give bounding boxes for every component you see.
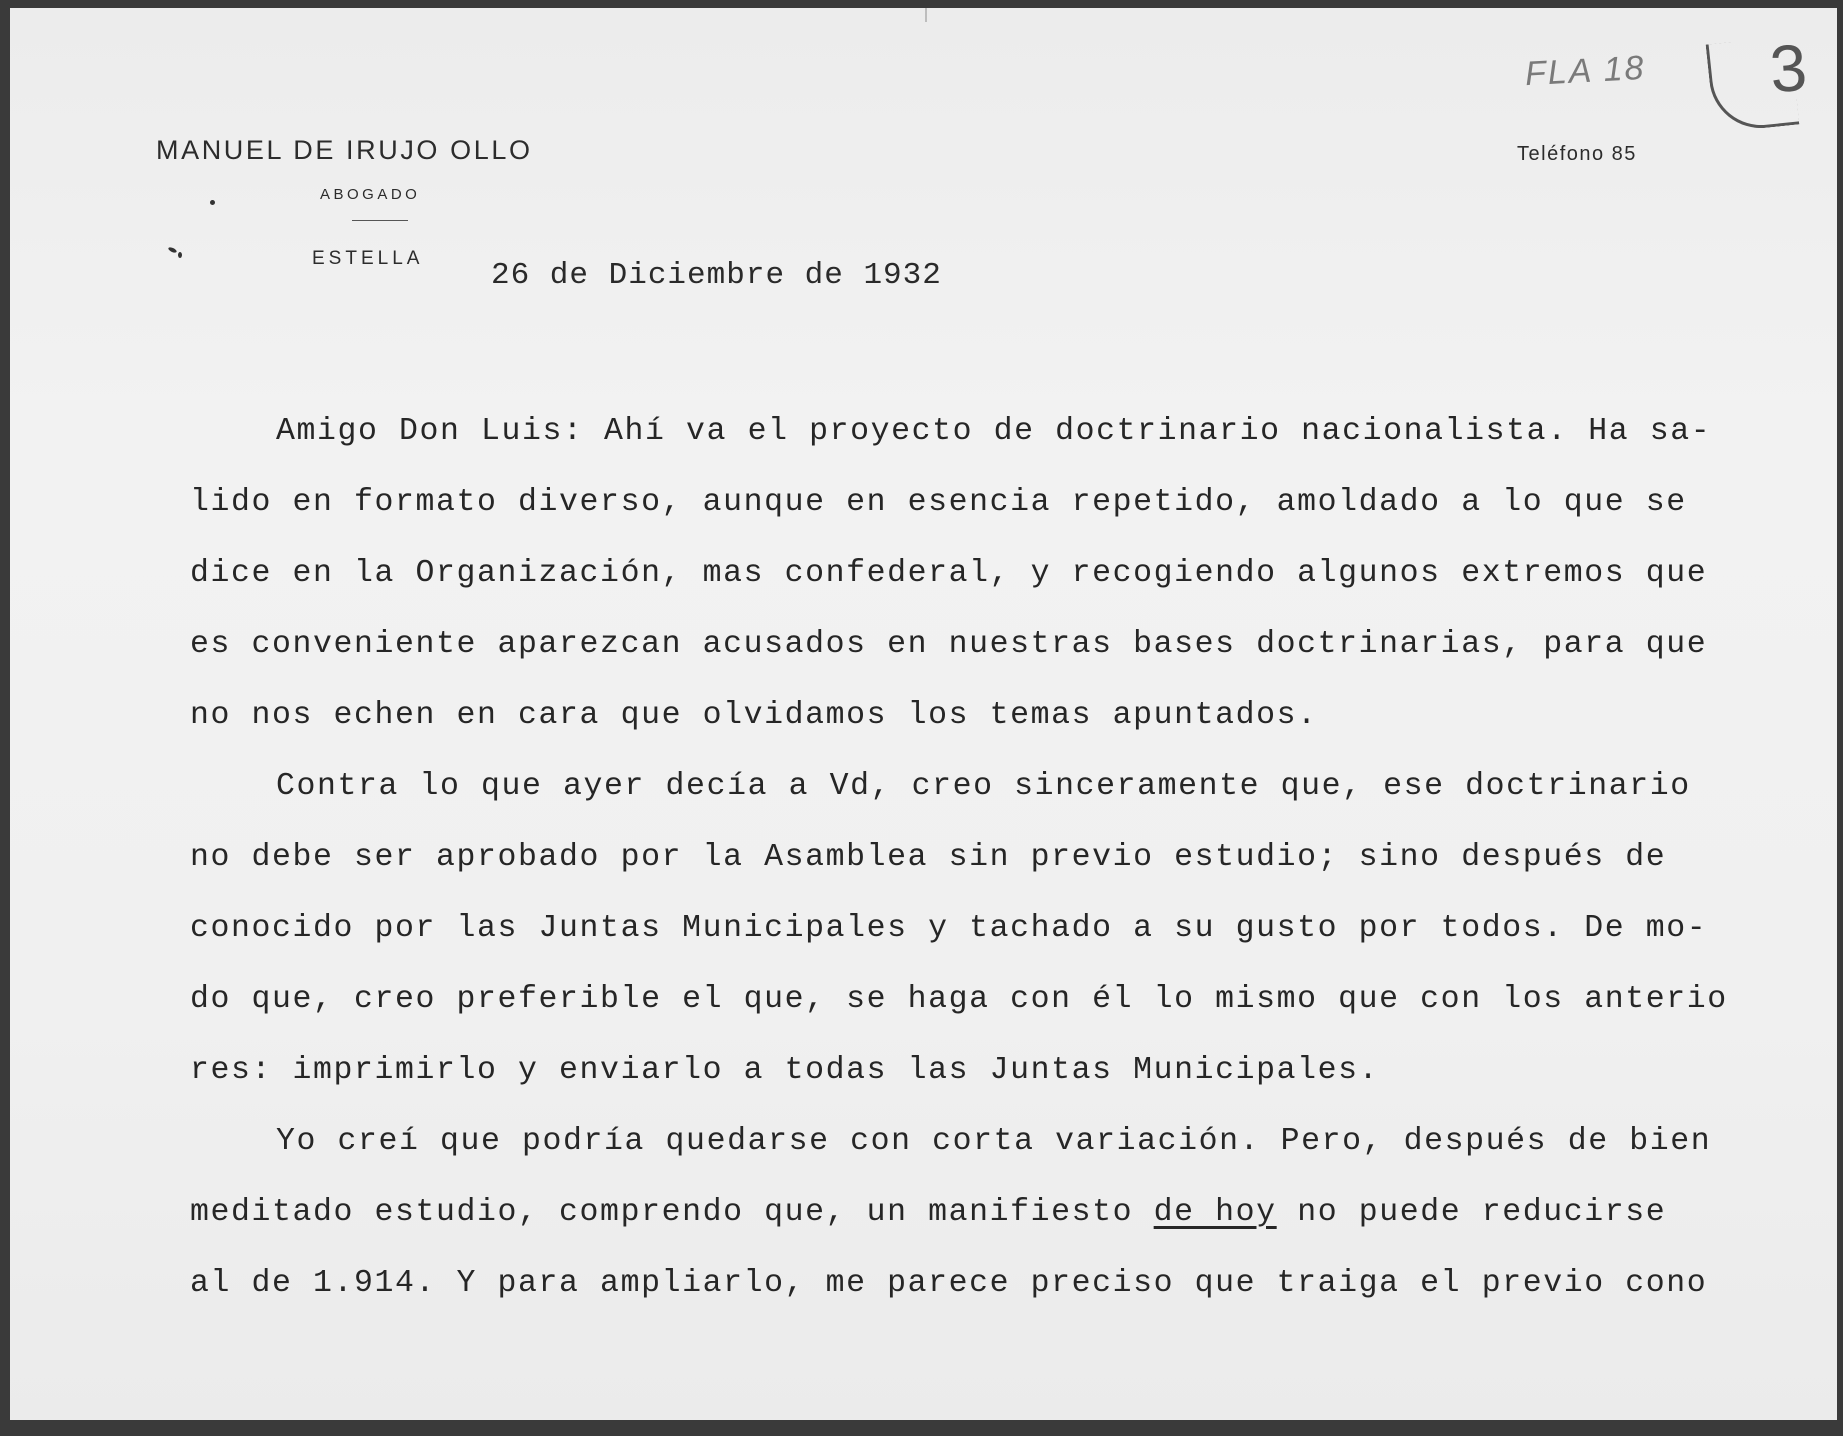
page-fold	[925, 8, 927, 22]
underlined-phrase: de hoy	[1153, 1195, 1277, 1230]
letterhead-title: ABOGADO	[320, 186, 421, 203]
letterhead-name: MANUEL DE IRUJO OLLO	[156, 135, 533, 165]
letter-body	[190, 396, 1810, 1319]
body-line: no nos echen en cara que olvidamos los temas apuntados.	[190, 698, 1318, 733]
ink-speck	[178, 252, 182, 258]
body-line: Amigo Don Luis: Ahí va el proyecto de doctrinario nacionalista. Ha sa-	[276, 414, 1712, 449]
letterhead-city: ESTELLA	[312, 248, 424, 269]
letterhead-phone: Teléfono 85	[1517, 143, 1637, 165]
body-line-segment: meditado estudio, comprendo que, un manifiesto	[190, 1195, 1154, 1230]
body-line: do que, creo preferible el que, se haga con él lo mismo que con los anterio	[190, 982, 1728, 1017]
body-line: Yo creí que podría quedarse con corta variación. Pero, después de bien	[276, 1124, 1712, 1159]
body-line: conocido por las Juntas Municipales y tachado a su gusto por todos. De mo-	[190, 911, 1708, 946]
ink-speck	[210, 200, 215, 205]
body-line: dice en la Organización, mas confederal, y recogiendo algunos extremos que	[190, 556, 1708, 591]
letterhead-divider	[352, 220, 408, 221]
letter-page	[10, 8, 1837, 1420]
page-number: 3	[1767, 29, 1810, 107]
letter-date: 26 de Diciembre de 1932	[491, 258, 942, 293]
body-line	[190, 1177, 1810, 1248]
archive-annotation: FLA 18	[1524, 48, 1647, 94]
body-line: Contra lo que ayer decía a Vd, creo sinceramente que, ese doctrinario	[276, 769, 1691, 804]
body-line: al de 1.914. Y para ampliarlo, me parece preciso que traiga el previo cono	[190, 1266, 1708, 1301]
body-line-segment: no puede reducirse	[1276, 1195, 1667, 1230]
body-line: es conveniente aparezcan acusados en nuestras bases doctrinarias, para que	[190, 627, 1708, 662]
body-line: res: imprimirlo y enviarlo a todas las Juntas Municipales.	[190, 1053, 1380, 1088]
ink-speck	[168, 246, 178, 253]
body-line: no debe ser aprobado por la Asamblea sin previo estudio; sino después de	[190, 840, 1667, 875]
body-line: lido en formato diverso, aunque en esencia repetido, amoldado a lo que se	[190, 485, 1687, 520]
